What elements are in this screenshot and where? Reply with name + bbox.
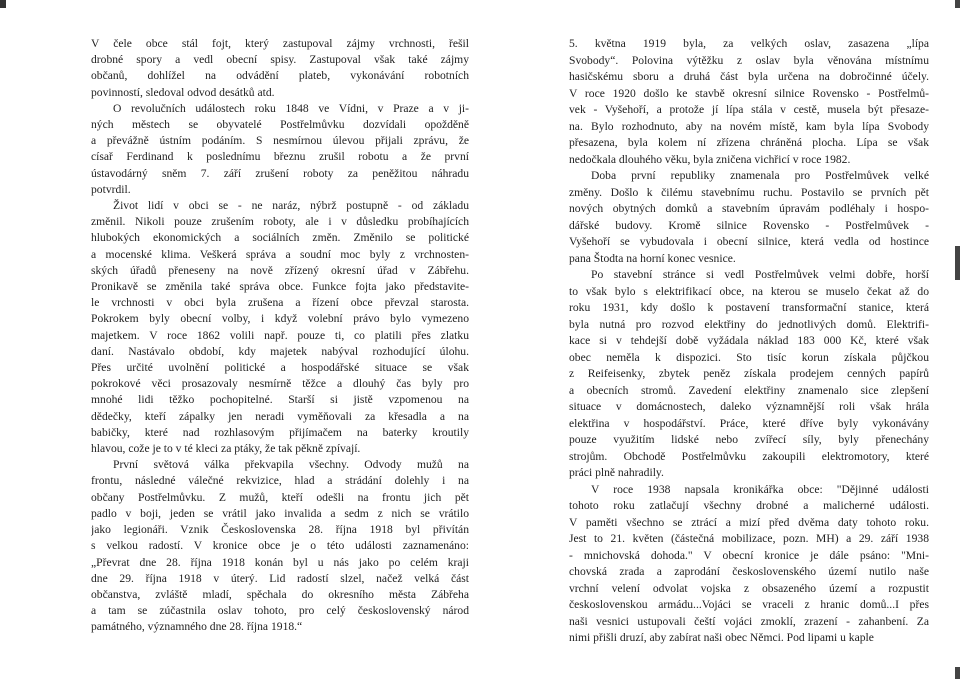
scan-corner-mark bbox=[0, 0, 6, 8]
text-line: daní. Nastávalo období, kdy majetek nabýval rozhodující úlohu. bbox=[91, 344, 469, 358]
text-line: padlo v boji, jeden se vrátil jako invalida a sedm z nich se vrátilo bbox=[91, 506, 469, 520]
text-line: ských úřadů přeneseny na nově zřízený okresní úřad v Zábřehu. bbox=[91, 263, 469, 277]
text-line: a převážně ústním podáním. S nesmírnou úlevou přijali zprávu, že bbox=[91, 134, 469, 148]
text-line: strojům. Obchodě Postřelmůvku zakoupili elektromotory, které bbox=[569, 449, 929, 463]
text-line: V roce 1938 napsala kronikářka obce: "Dějinné události bbox=[591, 482, 929, 496]
text-line: ných městech se obyvatelé Postřelmůvku dozvídali opožděně bbox=[91, 118, 469, 132]
text-line: kace si v tehdejší době vyžádala náklad 183 000 Kč, které však bbox=[569, 334, 929, 347]
text-line: nedočkala dlouhého věku, byla zničena vichřicí v roce 1982. bbox=[569, 152, 851, 166]
text-line: změny. Došlo k čilému stavebnímu ruchu. Postavilo se prvních pět bbox=[569, 185, 929, 199]
text-line: O revolučních událostech roku 1848 ve Vídni, v Praze a v ji- bbox=[113, 101, 469, 115]
text-line: památného, významného dne 28. října 1918.“ bbox=[91, 620, 303, 634]
text-line: pouze využitím lidské nebo zvířecí síly, byly přenechány bbox=[569, 433, 929, 446]
text-line: le vrchnosti v obci byla zrušena a řízení obce převzal starosta. bbox=[91, 296, 469, 310]
text-line: - mnichovská dohoda." V obecní kronice je dále psáno: "Mni- bbox=[569, 548, 929, 562]
text-line: chovská zrada a zaprodání československého území nutilo naše bbox=[569, 565, 929, 578]
text-line: Pronikavě se změnila také správa obce. Funkce fojta jako představite- bbox=[91, 280, 469, 294]
text-line: nimi přišli druzí, aby zabírat naši obec Němci. Pod lipami u kaple bbox=[569, 631, 874, 644]
scan-edge-mark-middle bbox=[955, 246, 960, 280]
text-line: majetkem. V roce 1862 volili např. pouze ti, co platili přes zlatku bbox=[91, 328, 469, 342]
text-line: pokrokové věci prosazovaly nesmírně těžce a dlouhý čas byly pro bbox=[91, 377, 469, 391]
text-line: elektřina v hospodářství. Práce, které dříve byly vykonávány bbox=[569, 416, 929, 430]
text-line: občany Postřelmůvku. Z mužů, kteří odešli na frontu jich pět bbox=[91, 490, 469, 504]
text-line: ústavodárný sněm 7. září zrušení roboty za peněžitou náhradu bbox=[91, 166, 469, 180]
text-line: drobné spory a vedl obecní spisy. Zastupoval však také zájmy bbox=[91, 53, 469, 67]
text-line: Doba první republiky znamenala pro Postřelmůvek velké bbox=[591, 169, 929, 182]
text-line: byla nutná pro rozvod elektřiny do jednotlivých domů. Elektrifi- bbox=[569, 317, 929, 331]
scan-edge-mark-top bbox=[955, 0, 960, 8]
text-line: hlubokých ekonomických a sociálních změn. Změnilo se politické bbox=[91, 231, 469, 245]
text-line: s velkou radostí. V kronice obce je o této události zaznamenáno: bbox=[91, 539, 469, 553]
text-line: Po stavební stránce si vedl Postřelmůvek velmi dobře, horší bbox=[591, 268, 929, 281]
text-line: z Reifeisenky, zbytek peněz získala prodejem cenných papírů bbox=[569, 367, 929, 380]
text-line: obec neměla k dispozici. Sto tisíc korun získala půjčkou bbox=[569, 350, 929, 364]
text-line: situace v domácnostech, daleko významnější roli však hrála bbox=[569, 400, 929, 413]
text-line: mnohé lidi těžko pochopitelné. Starší si jistě vzpomenou na bbox=[91, 393, 469, 407]
text-line: roku 1931, kdy došlo k postavení transformační stanice, která bbox=[569, 301, 929, 314]
text-line: a tam se zúčastnila oslav tohoto, pro celý československý národ bbox=[91, 604, 469, 618]
text-line: povinností, sledoval odvod desátků atd. bbox=[91, 85, 275, 99]
text-line: Vyšehoří se vybudovala i obecní silnice, která vedla od hostince bbox=[569, 235, 929, 248]
text-line: vrchní velení odvolat vojska z obsazeného území a rozpustit bbox=[569, 581, 929, 595]
text-line: císař Ferdinand k poslednímu březnu zrušil robotu a že první bbox=[91, 150, 469, 164]
text-line: Jest to 21. květen (částečná mobilizace, pozn. MH) a 29. září 1938 bbox=[569, 532, 929, 545]
text-line: V roce 1920 došlo ke stavbě okresní silnice Rovensko - Postřelmů- bbox=[569, 86, 929, 100]
text-line: to však bylo s elektrifikací obce, na kterou se muselo čekat až do bbox=[569, 284, 929, 298]
text-line: frontu, následné válečné rekvizice, hlad a strádání dolehly i na bbox=[91, 474, 469, 488]
text-line: občanů, dohlížel na odvádění plateb, vykonávání robotních bbox=[91, 69, 469, 83]
text-line: Svobody“. Polovina výtěžku z oslav byla věnována místnímu bbox=[569, 53, 929, 67]
text-line: dne 29. října 1918 v úterý. Lid radostí slzel, načež velká část bbox=[91, 571, 469, 585]
text-line: jako legionáři. Vznik Československa 28. října 1918 byl přivítán bbox=[91, 523, 469, 537]
text-line: změnil. Nikoli pouze zrušením roboty, ale i v důsledku probíhajících bbox=[91, 215, 469, 229]
text-line: a mocenské klima. Veškerá správa a soudní moc byly z vrchnosten- bbox=[91, 247, 469, 261]
text-line: hasičskému sboru a druhá část byla určena na dobročinné účely. bbox=[569, 70, 929, 83]
text-line: Přes určité uvolnění politické a hospodářské situace se však bbox=[91, 361, 469, 375]
text-line: V paměti všechno se ztrácí a mizí před dvěma daty tohoto roku. bbox=[569, 515, 929, 529]
left-page-text bbox=[91, 36, 469, 636]
text-line: československou armádu...Vojáci se vraceli z hranic domů...I přes bbox=[569, 598, 929, 611]
text-line: babičky, které nad rozhlasovým přijímačem na baterky kroutily bbox=[91, 425, 469, 439]
text-line: na. Bylo rozhodnuto, aby na novém místě, kam byla lípa Svobody bbox=[569, 119, 929, 133]
text-line: vek - Vyšehoří, a protože jí lípa stála v cestě, musela být přesaze- bbox=[569, 103, 929, 116]
text-line: práci plně nahradily. bbox=[569, 466, 664, 479]
text-line: a obecních stromů. Zavedení elektřiny znamenalo sice zlepšení bbox=[569, 383, 929, 397]
text-line: pana Štodta na horní konec vesnice. bbox=[569, 251, 736, 265]
text-line: tohoto roku zatlačují všechny drobné a malicherné události. bbox=[569, 499, 929, 512]
text-line: potvrdil. bbox=[91, 182, 131, 196]
text-line: První světová válka překvapila všechny. Odvody mužů na bbox=[113, 458, 469, 472]
text-line: hlavou, cože je to v té kleci za ptáky, že tak pěkně zpívají. bbox=[91, 442, 361, 456]
scan-edge-mark-bottom bbox=[955, 667, 960, 679]
text-line: občanstva, zvláště mladí, spěchala do okresního města Zábřeha bbox=[91, 587, 469, 601]
text-line: „Převrat dne 28. října 1918 konán byl u nás jako po celém kraji bbox=[91, 555, 469, 569]
text-line: Život lidí v obci se - ne naráz, nýbrž postupně - od základu bbox=[113, 199, 469, 213]
text-line: Pokrokem byly obecní volby, i když volební právo bylo vymezeno bbox=[91, 312, 469, 326]
text-line: 5. května 1919 byla, za velkých oslav, zasazena „lípa bbox=[569, 37, 929, 50]
text-line: nových obytných domků a stavebním úpravám podléhaly i hospo- bbox=[569, 202, 929, 215]
text-line: dářské budovy. Kromě silnice Rovensko - Postřelmůvek - bbox=[569, 218, 929, 232]
text-line: přesazena, byla kolem ní zřízena chráněná plocha. Lípa se však bbox=[569, 136, 929, 149]
text-line: dědečky, kteří zápalky jen neradi vyměňovali za křesadla a na bbox=[91, 409, 469, 423]
text-line: naši vesnici ustupovali čeští vojáci zmoklí, zrazení - zahanbení. Za bbox=[569, 614, 929, 628]
text-line: V čele obce stál fojt, který zastupoval zájmy vrchnosti, řešil bbox=[91, 37, 469, 50]
right-page-text bbox=[569, 36, 929, 647]
